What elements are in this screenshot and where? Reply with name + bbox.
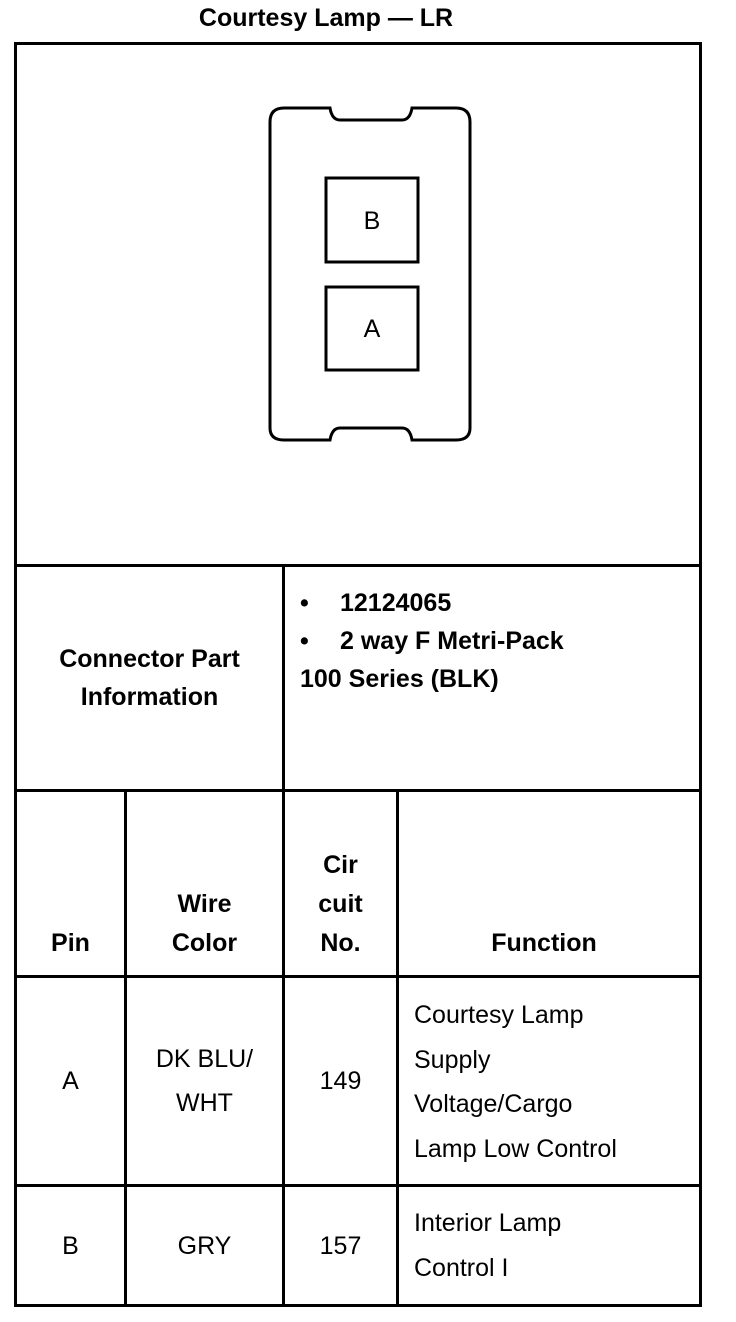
row-a-pin: A	[62, 1067, 79, 1095]
connector-face-drawing	[260, 100, 484, 450]
header-function: Function	[491, 929, 597, 957]
row-b-pin: B	[62, 1231, 79, 1260]
cavity-b-label: B	[363, 207, 381, 235]
part-info-label: Connector Part Information	[59, 645, 240, 711]
row-b-wire-color: GRY	[177, 1231, 232, 1260]
connector-housing	[270, 108, 470, 440]
row-a-function: Courtesy Lamp Supply Voltage/Cargo Lamp Low Control	[414, 1001, 617, 1163]
part-info-item: • 12124065	[300, 589, 452, 617]
part-info-item: • 2 way F Metri-Pack	[300, 627, 564, 655]
part-info-continuation: 100 Series (BLK)	[300, 665, 499, 693]
row-a-circuit: 149	[319, 1067, 362, 1095]
row-b-circuit: 157	[319, 1231, 362, 1260]
header-circuit-no: Cir cuit No.	[318, 851, 363, 957]
row-b-function: Interior Lamp Control I	[414, 1209, 562, 1282]
row-a-wire-color: DK BLU/ WHT	[155, 1045, 254, 1117]
divider-line	[14, 789, 702, 792]
part-info-values	[300, 584, 564, 698]
divider-line	[396, 789, 399, 1307]
header-wire-color: Wire Color	[171, 890, 238, 957]
divider-line	[14, 564, 702, 567]
cavity-a-label: A	[363, 315, 381, 343]
header-pin: Pin	[51, 929, 90, 957]
page-title: Courtesy Lamp — LR	[198, 4, 454, 32]
divider-line	[14, 1304, 702, 1307]
